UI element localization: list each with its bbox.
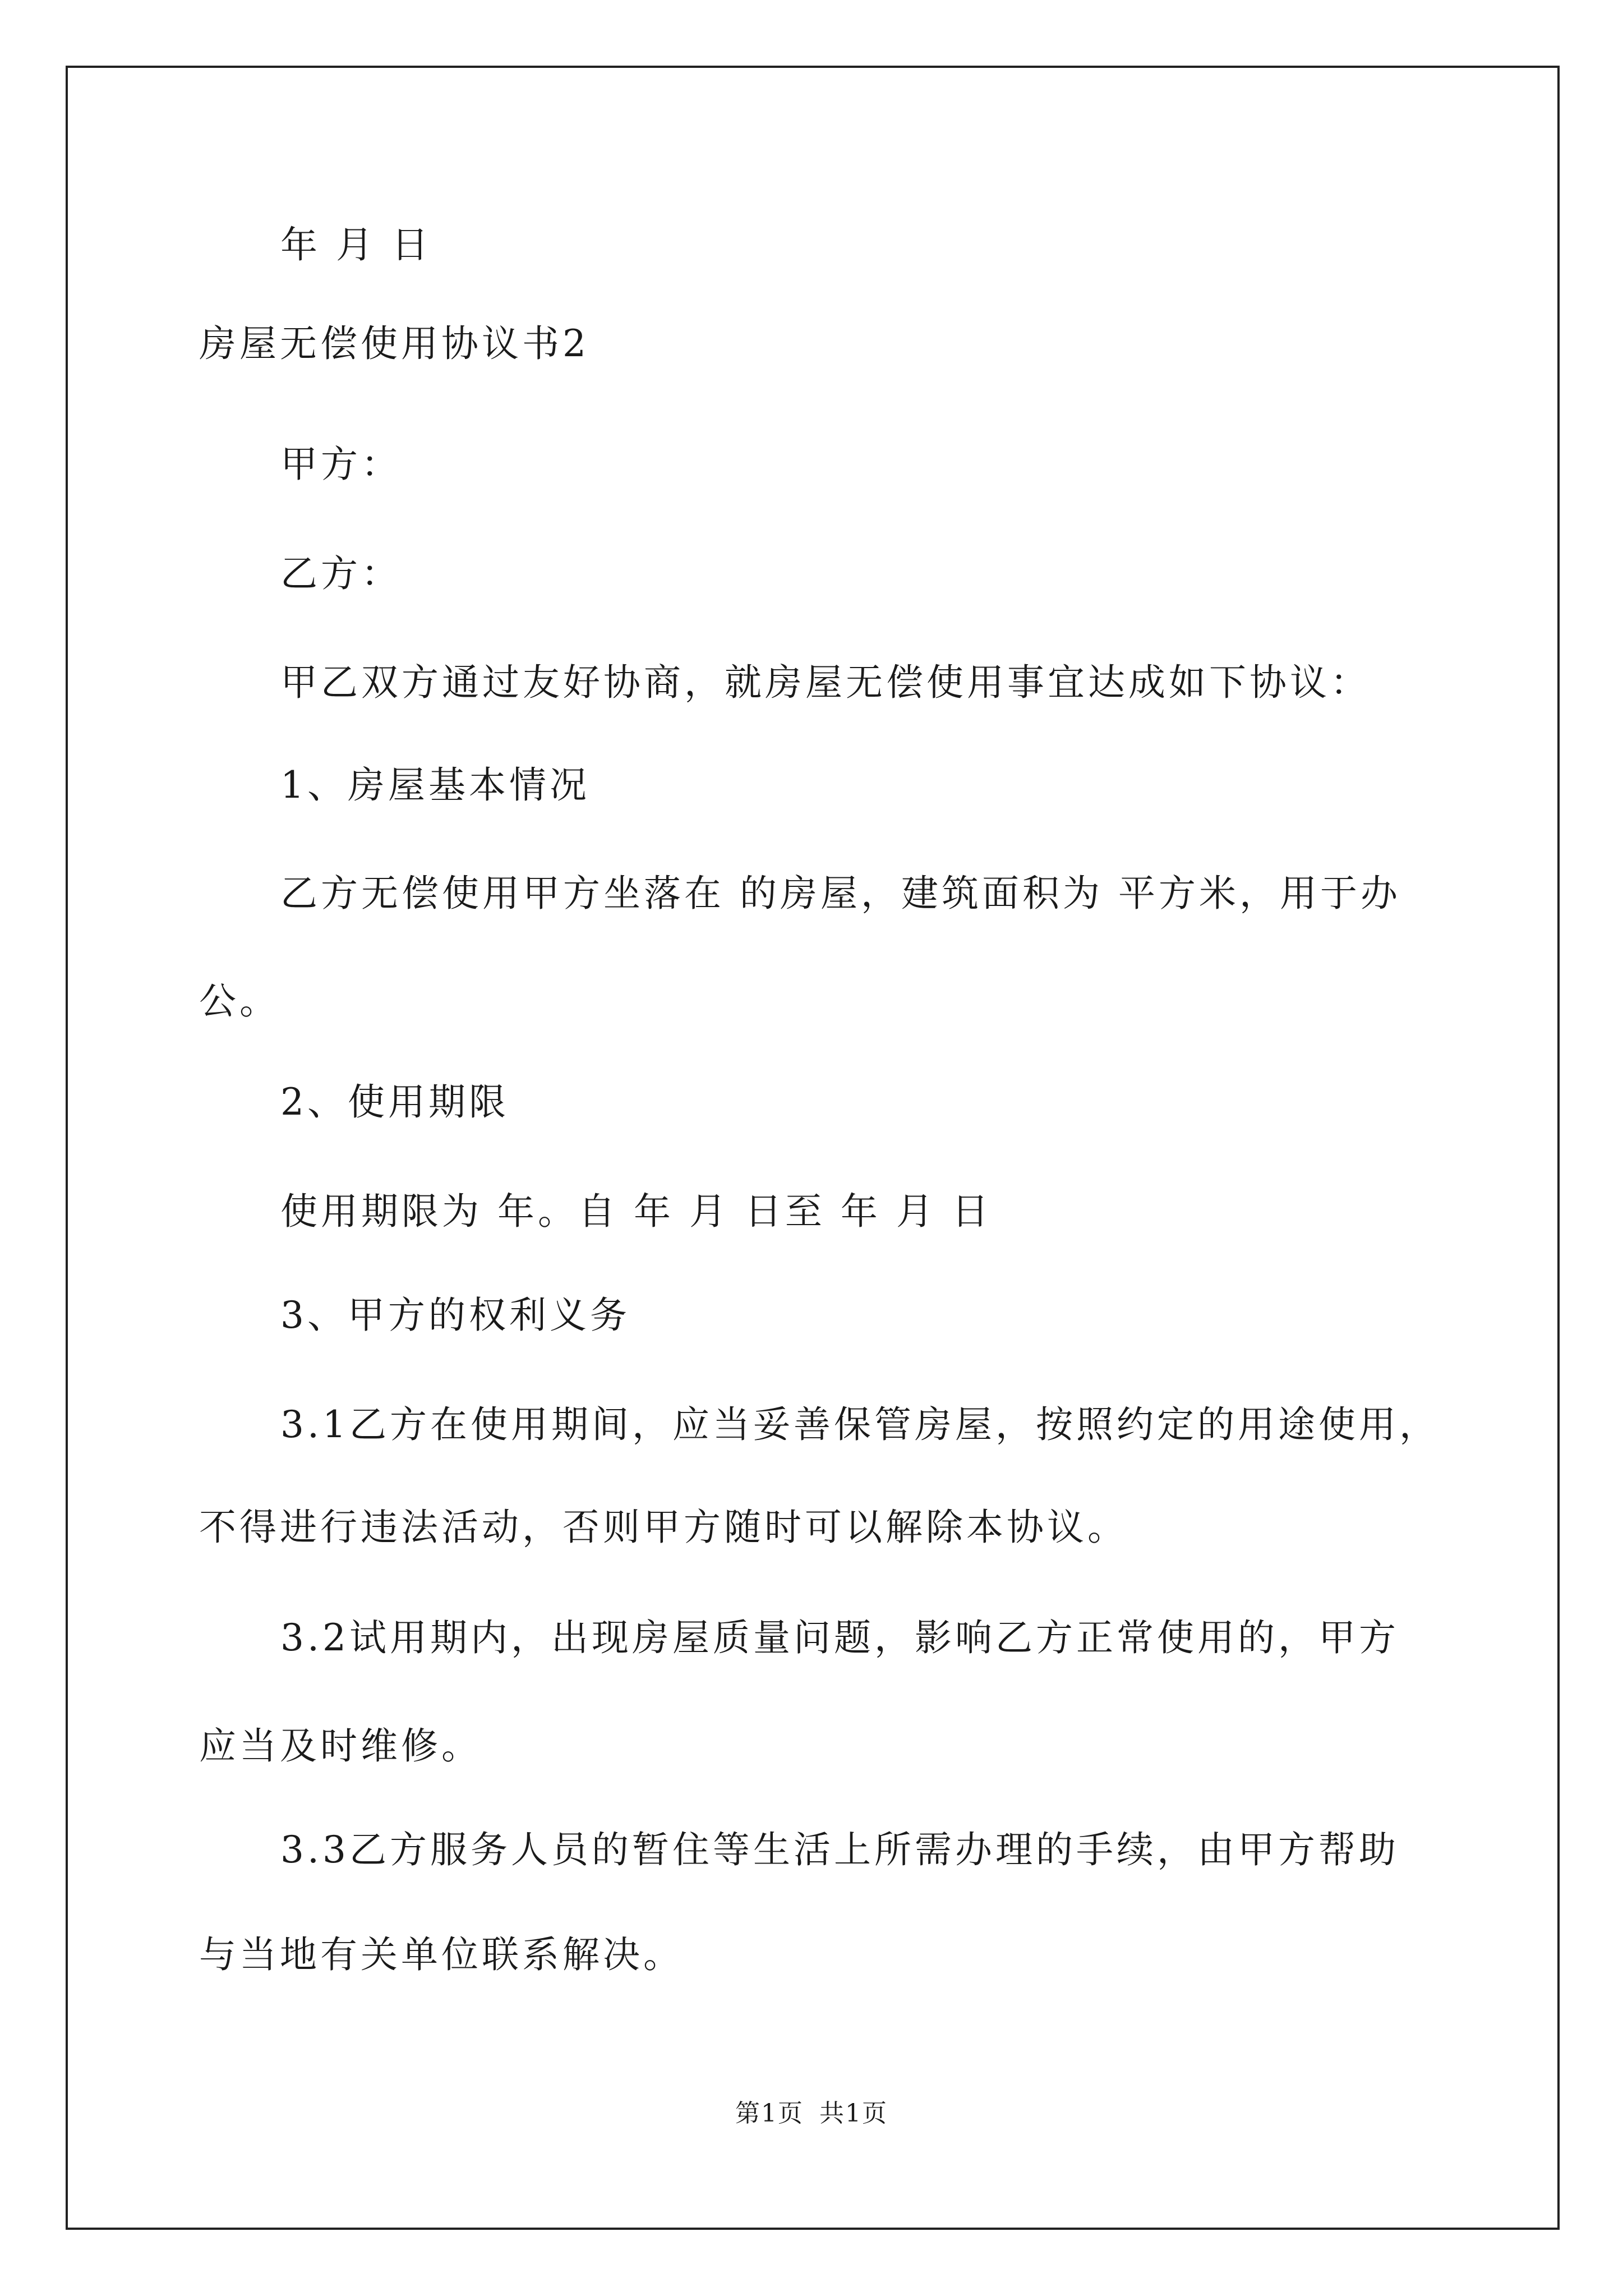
document-title: 房屋无偿使用协议书2 — [199, 322, 589, 365]
clause-3-1-line: 3.1乙方在使用期间，应当妥善保管房屋，按照约定的用途使用， — [280, 1403, 1440, 1446]
clause-3-3-line: 3.3乙方服务人员的暂住等生活上所需办理的手续，由甲方帮助 — [280, 1828, 1399, 1871]
clause-3-3-line: 与当地有关单位联系解决。 — [199, 1933, 684, 1976]
page-footer — [0, 2097, 1623, 2131]
section-2-text-line: 使用期限为 年。自 年 月 日至 年 月 日 — [280, 1190, 992, 1233]
clause-3-2-line: 3.2试用期内，出现房屋质量问题，影响乙方正常使用的，甲方 — [280, 1616, 1399, 1659]
party-b-label: 乙方： — [280, 552, 402, 595]
page-border — [66, 66, 1560, 2230]
party-a-label: 甲方： — [280, 443, 402, 486]
section-3-heading: 3、甲方的权利义务 — [280, 1294, 630, 1337]
date-line: 年 月 日 — [280, 223, 432, 266]
section-1-text-line: 公。 — [199, 979, 280, 1023]
preamble-paragraph: 甲乙双方通过友好协商，就房屋无偿使用事宜达成如下协议： — [280, 661, 1371, 704]
section-1-text-line: 乙方无偿使用甲方坐落在 的房屋，建筑面积为 平方米，用于办 — [280, 872, 1401, 915]
section-2-heading: 2、使用期限 — [280, 1080, 509, 1124]
clause-3-2-line: 应当及时维修。 — [199, 1724, 482, 1768]
page-number-current: 第1页 — [735, 2099, 804, 2128]
section-1-heading: 1、房屋基本情况 — [280, 763, 590, 807]
clause-3-1-line: 不得进行违法活动，否则甲方随时可以解除本协议。 — [199, 1506, 1128, 1549]
page-number-total: 共1页 — [819, 2099, 888, 2128]
